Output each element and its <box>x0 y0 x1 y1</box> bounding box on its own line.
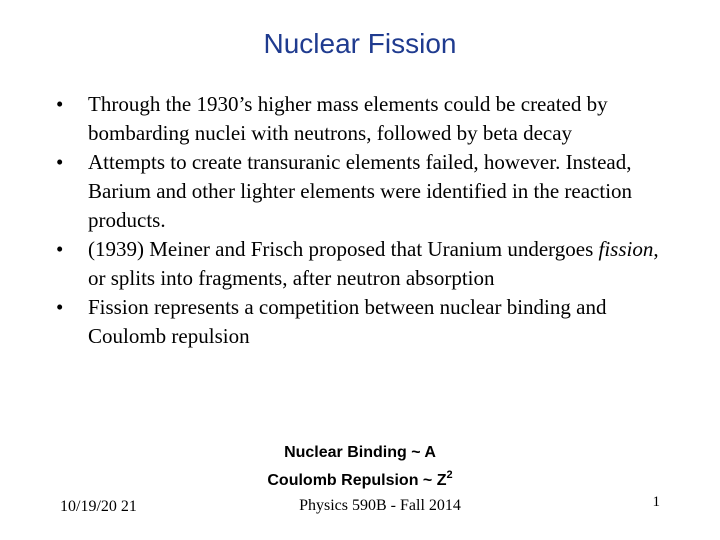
bullet-text: Fission represents a competition between nuclear binding and Coulomb repulsion <box>88 295 607 348</box>
bullet-item <box>56 148 666 235</box>
bullet-list <box>56 90 666 351</box>
bullet-text-part: , or splits into fragments, after neutron absorption <box>88 237 659 290</box>
bullet-text: Attempts to create transuranic elements failed, however. Instead, Barium and other lighter elements were identified in the reaction products. <box>88 150 633 232</box>
bullet-text: Through the 1930’s higher mass elements could be created by bombarding nuclei with neutrons, followed by beta decay <box>88 92 608 145</box>
bullet-item <box>56 235 666 293</box>
formula-coulomb-base: Coulomb Repulsion ~ Z <box>267 472 447 489</box>
formula-block <box>0 442 720 492</box>
formula-coulomb <box>0 464 720 492</box>
formula-exponent: 2 <box>446 469 453 481</box>
footer-date: 10/19/20 21 <box>60 498 137 515</box>
bullet-emphasis: fission <box>598 237 654 261</box>
bullet-marker: • <box>56 295 64 319</box>
slide-title: Nuclear Fission <box>263 28 457 59</box>
bullet-item <box>56 293 666 351</box>
bullet-item <box>56 90 666 148</box>
bullet-marker: • <box>56 150 64 174</box>
footer-page-number: 1 <box>652 494 660 510</box>
footer-course: Physics 590B - Fall 2014 <box>299 497 461 514</box>
bullet-text-part: (1939) Meiner and Frisch proposed that Uranium undergoes <box>88 237 599 261</box>
formula-binding: Nuclear Binding ~ A <box>284 444 436 461</box>
bullet-marker: • <box>56 237 64 261</box>
bullet-marker: • <box>56 92 64 116</box>
